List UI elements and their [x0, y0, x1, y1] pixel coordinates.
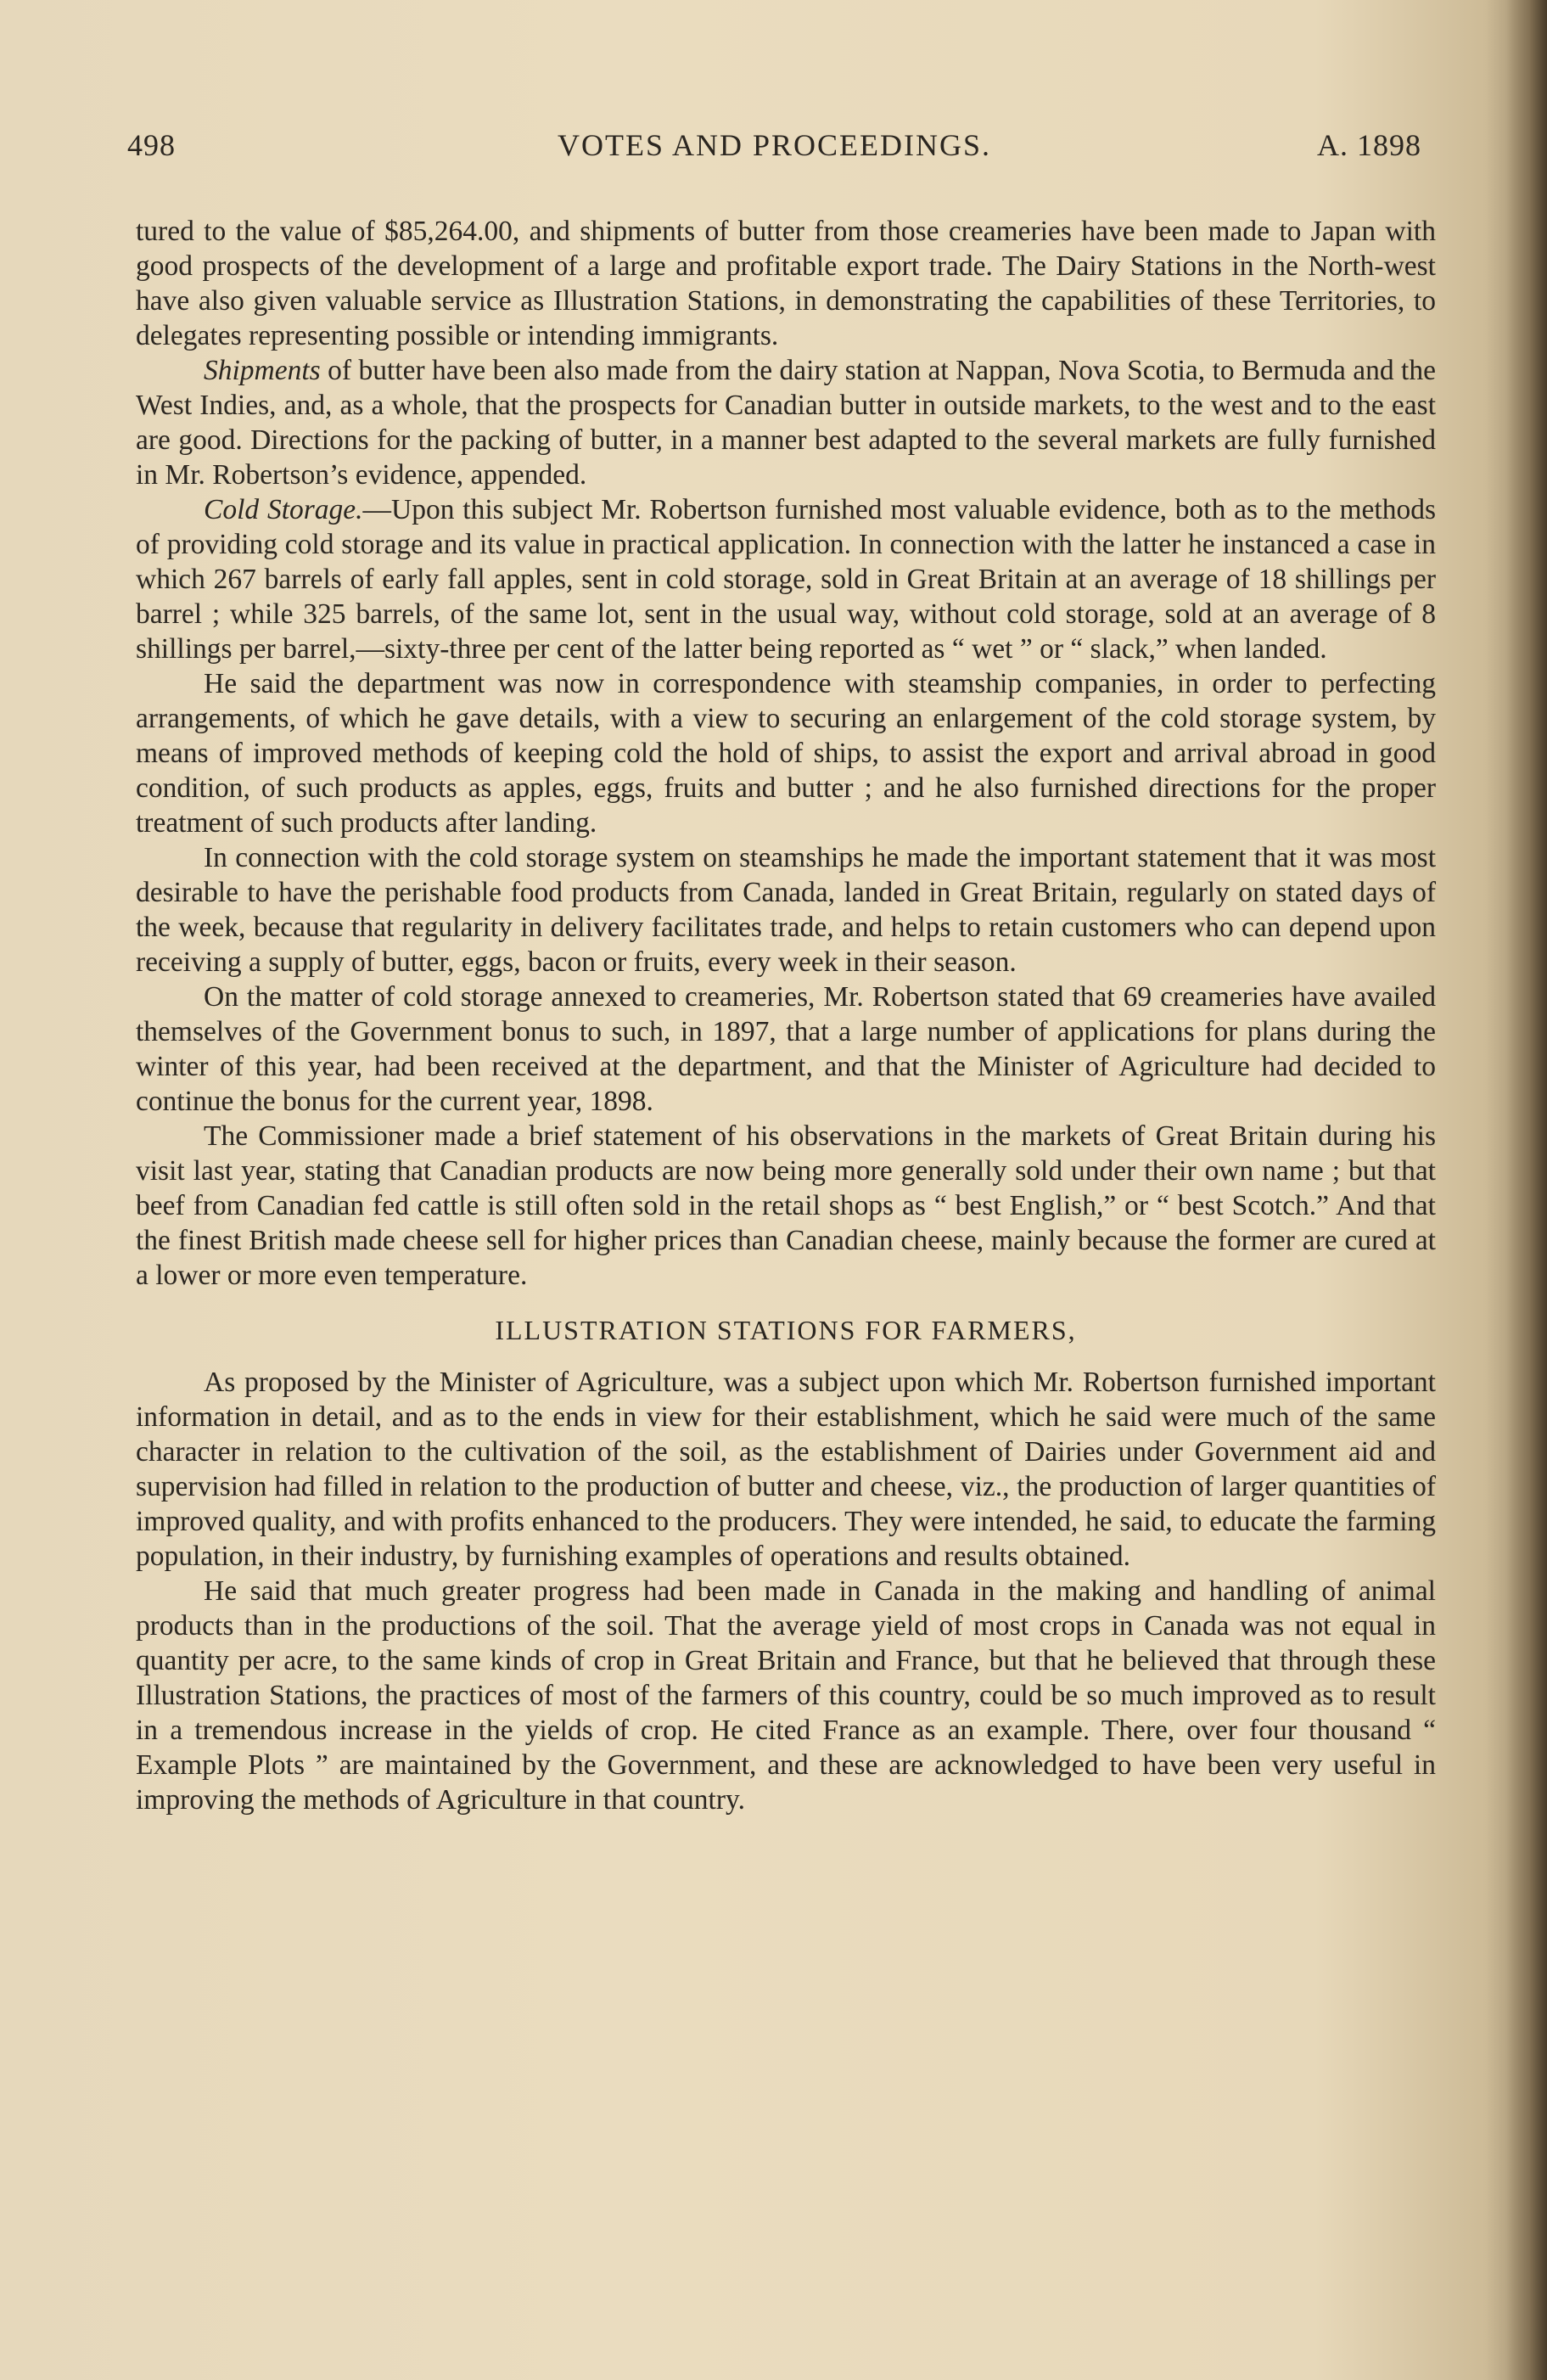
page-number: 498 — [127, 128, 176, 162]
paragraph-cold-storage: Cold Storage.—Upon this subject Mr. Robertson furnished most valuable evidence, both as to the methods of providing cold storage and its value in practical application. In connection with the latter he instanced a case in which 267 barrels of early fall apples, sent in cold storage, sold in Great Britain at an average of 18 shillings per barrel ; while 325 barrels, of the same lot, sent in the usual way, without cold storage, sold at an average of 8 shillings per barrel,—sixty-three per cent of the latter being reported as “ wet ” or “ slack,” when landed. — [136, 494, 1436, 665]
book-gutter-shadow — [1506, 0, 1547, 2380]
page-header — [127, 127, 1421, 178]
section-heading: ILLUSTRATION STATIONS FOR FARMERS, — [495, 1315, 1077, 1345]
paragraph-4: He said the department was now in correspondence with steamship companies, in order to perfecting arrangements, of which he gave details, with a view to securing an enlargement of the cold storage system, by means of improved methods of keeping cold the hold of ships, to assist the export and arrival abroad in good condition, of such products as apples, eggs, fruits and butter ; and he also furnished directions for the proper treatment of such products after landing. — [136, 668, 1436, 839]
header-year: A. 1898 — [1317, 128, 1421, 162]
paragraph-lead-shipments: Shipments — [204, 355, 321, 386]
running-title: VOTES AND PROCEEDINGS. — [557, 128, 992, 162]
paragraph-5: In connection with the cold storage system on steamships he made the important statement that it was most desirable to have the perishable food products from Canada, landed in Great Britain, regularly on stated days of the week, because that regularity in delivery facilitates trade, and helps to retain customers who can depend upon receiving a supply of butter, eggs, bacon or fruits, every week in their season. — [136, 842, 1436, 978]
paragraph-7: The Commissioner made a brief statement of his observations in the markets of Great Britain during his visit last year, stating that Canadian products are now being more generally sold under their own name ; but that beef from Canadian fed cattle is still often sold in the retail shops as “ best English,” or “ best Scotch.” And that the finest British made cheese sell for higher prices than Canadian cheese, mainly because the former are cured at a lower or more even temperature. — [136, 1120, 1436, 1291]
paragraph-lead-cold-storage: Cold Storage. — [204, 494, 363, 525]
paragraph-6: On the matter of cold storage annexed to creameries, Mr. Robertson stated that 69 creameries have availed themselves of the Government bonus to such, in 1897, that a large number of applications for plans during the winter of this year, had been received at the department, and that the Minister of Agriculture had decided to continue the bonus for the current year, 1898. — [136, 981, 1436, 1117]
paragraph-1: tured to the value of $85,264.00, and shipments of butter from those creameries have been made to Japan with good prospects of the development of a large and profitable export trade. The Dairy Stations in the North-west have also given valuable service as Illustration Stations, in demonstrating the capabilities of these Territories, to delegates representing possible or intending immigrants. — [136, 216, 1436, 351]
document-body — [136, 214, 1436, 1817]
section-paragraph-1: As proposed by the Minister of Agriculture, was a subject upon which Mr. Robertson furnished important information in detail, and as to the ends in view for their establishment, which he said were much of the same character in relation to the cultivation of the soil, as the establishment of Dairies under Government aid and supervision had filled in relation to the production of butter and cheese, viz., the production of larger quantities of improved quality, and with profits enhanced to the producers. They were intended, he said, to educate the farming population, in their industry, by furnishing examples of operations and results obtained. — [136, 1367, 1436, 1572]
paragraph-shipments: Shipments of butter have been also made from the dairy station at Nappan, Nova Scotia, to Bermuda and the West Indies, and, as a whole, that the prospects for Canadian butter in outside markets, to the west and to the east are good. Directions for the packing of butter, in a manner best adapted to the several markets are fully furnished in Mr. Robertson’s evidence, appended. — [136, 355, 1436, 491]
section-paragraph-2: He said that much greater progress had been made in Canada in the making and handling of animal products than in the productions of the soil. That the average yield of most crops in Canada was not equal in quantity per acre, to the same kinds of crop in Great Britain and France, but that he believed that through these Illustration Stations, the practices of most of the farmers of this country, could be so much improved as to result in a tremendous increase in the yields of crop. He cited France as an example. There, over four thousand “ Example Plots ” are maintained by the Government, and these are acknowledged to have been very useful in improving the methods of Agriculture in that country. — [136, 1575, 1436, 1816]
